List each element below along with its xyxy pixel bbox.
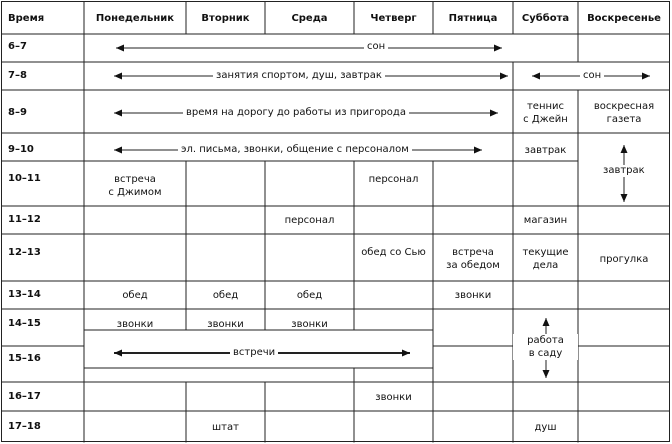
cell-tue-lunch: обед bbox=[212, 290, 239, 301]
cell-sat-tennis: теннис с Джейн bbox=[523, 101, 568, 125]
span-meetings-label: встречи bbox=[230, 347, 278, 359]
time-11-12: 11–12 bbox=[8, 214, 41, 225]
header-wednesday: Среда bbox=[291, 13, 328, 24]
cell-thu-staff: персонал bbox=[368, 174, 419, 185]
arrow-sun-breakfast-head-down bbox=[621, 194, 628, 202]
arrow-sport-head-right bbox=[500, 73, 508, 80]
time-17-18: 17–18 bbox=[8, 421, 41, 432]
cell-sat-chores: текущие дела bbox=[522, 247, 569, 271]
span-sport-label: занятия спортом, душ, завтрак bbox=[213, 70, 385, 82]
cell-thu-calls: звонки bbox=[375, 392, 412, 403]
cell-wed-staff: персонал bbox=[284, 215, 335, 226]
cell-tue-calls: звонки bbox=[207, 319, 244, 330]
arrow-sat-garden-head-down bbox=[543, 370, 550, 378]
span-sleep-weekend-label: сон bbox=[580, 70, 604, 82]
header-tuesday: Вторник bbox=[201, 13, 250, 24]
header-monday: Понедельник bbox=[95, 13, 175, 24]
time-14-15: 14–15 bbox=[8, 318, 41, 329]
header-saturday: Суббота bbox=[521, 13, 570, 24]
cell-sat-shower: душ bbox=[534, 422, 557, 433]
arrow-commute-head-right bbox=[490, 110, 498, 117]
cell-fri-lunch-meeting: встреча за обедом bbox=[446, 247, 500, 271]
arrow-sun-breakfast-head-up bbox=[621, 145, 628, 153]
cell-tue-staff: штат bbox=[212, 422, 239, 433]
cell-fri-calls: звонки bbox=[454, 290, 492, 301]
cell-wed-calls: звонки bbox=[291, 319, 328, 330]
time-15-16: 15–16 bbox=[8, 353, 41, 364]
header-time: Время bbox=[8, 13, 45, 24]
cell-wed-lunch: обед bbox=[296, 290, 323, 301]
arrow-email-head-right bbox=[474, 147, 482, 154]
arrow-sleep-weekend-head-right bbox=[642, 73, 650, 80]
span-email-label: эл. письма, звонки, общение с персоналом bbox=[178, 144, 412, 156]
time-10-11: 10–11 bbox=[8, 173, 41, 184]
time-7-8: 7–8 bbox=[8, 70, 27, 81]
arrow-sport-head-left bbox=[114, 73, 122, 80]
arrow-commute-head-left bbox=[114, 110, 122, 117]
cell-mon-calls: звонки bbox=[116, 319, 154, 330]
cell-sat-shop: магазин bbox=[523, 215, 568, 226]
cell-thu-lunch-sue: обед со Сью bbox=[361, 247, 426, 258]
arrow-email-head-left bbox=[114, 147, 122, 154]
cell-sun-breakfast: завтрак bbox=[600, 165, 648, 177]
cell-sun-walk: прогулка bbox=[599, 254, 649, 265]
cell-sat-garden: работа в саду bbox=[513, 334, 578, 360]
arrow-sleep-week-head-right bbox=[494, 45, 502, 52]
time-16-17: 16–17 bbox=[8, 391, 41, 402]
cell-sat-breakfast: завтрак bbox=[524, 145, 567, 156]
header-friday: Пятница bbox=[448, 13, 498, 24]
span-commute-label: время на дорогу до работы из пригорода bbox=[183, 107, 409, 119]
time-12-13: 12–13 bbox=[8, 247, 41, 258]
time-9-10: 9–10 bbox=[8, 144, 34, 155]
span-sleep-week-label: сон bbox=[364, 41, 388, 53]
header-thursday: Четверг bbox=[370, 13, 417, 24]
cell-mon-meeting-jim: встреча с Джимом bbox=[108, 174, 162, 198]
arrow-sleep-weekend-head-left bbox=[532, 73, 540, 80]
cell-sun-newspaper: воскресная газета bbox=[593, 101, 655, 125]
header-sunday: Воскресенье bbox=[587, 13, 661, 24]
cell-mon-lunch: обед bbox=[122, 290, 148, 301]
time-6-7: 6–7 bbox=[8, 41, 27, 52]
arrow-sleep-week-head-left bbox=[116, 45, 124, 52]
time-13-14: 13–14 bbox=[8, 289, 41, 300]
arrow-sat-garden-head-up bbox=[543, 318, 550, 326]
time-8-9: 8–9 bbox=[8, 107, 27, 118]
